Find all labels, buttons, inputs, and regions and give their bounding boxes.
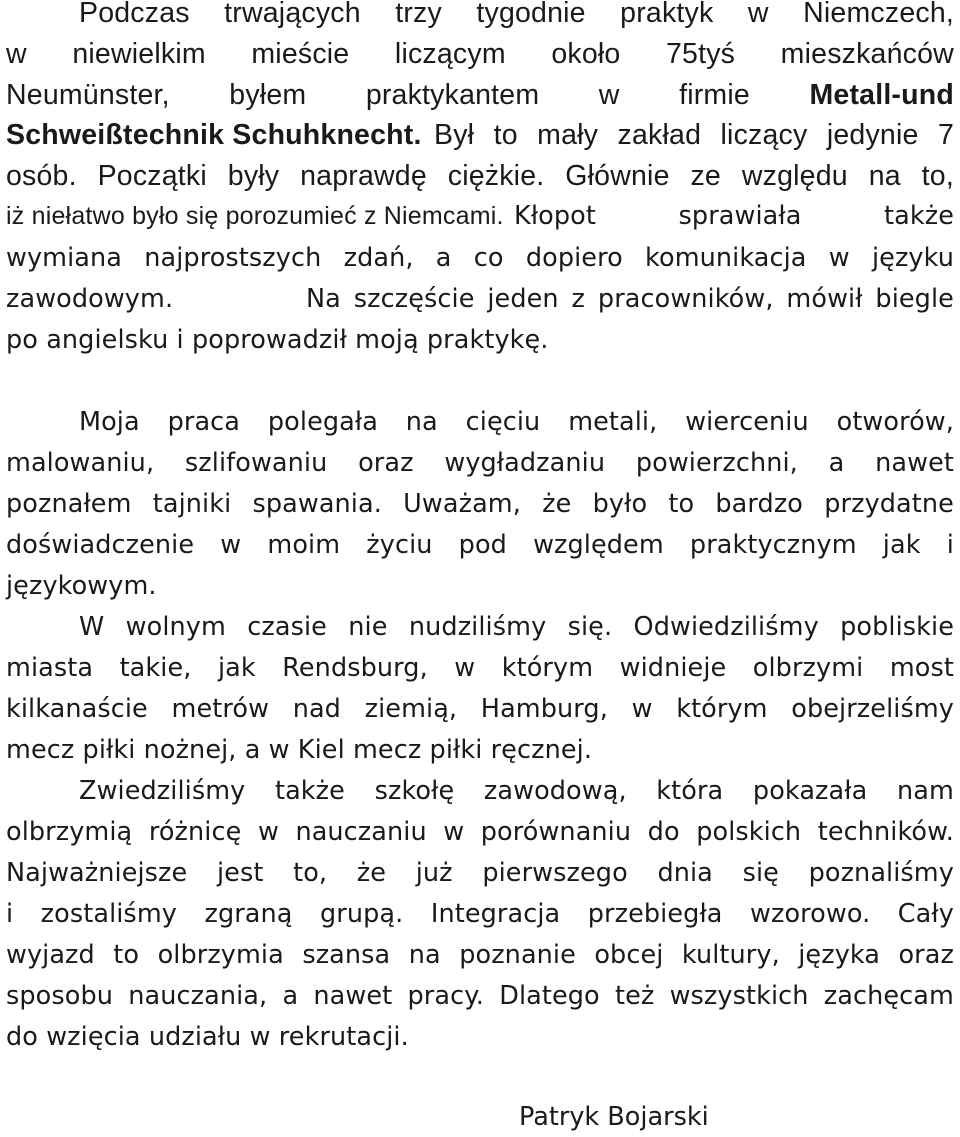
word: w	[220, 530, 242, 560]
word: Rendsburg,	[282, 653, 428, 683]
word: spawania.	[252, 489, 382, 519]
word: około	[551, 38, 621, 70]
word: Dlatego	[499, 981, 600, 1011]
word: obejrzeliśmy	[791, 694, 954, 724]
p1-line-1	[6, 0, 954, 30]
word: olbrzymią	[6, 817, 133, 847]
word: cięciu	[465, 407, 541, 437]
word: wygładzaniu	[444, 448, 606, 478]
p1-line-9: po angielsku i poprowadził moją praktykę.	[6, 325, 549, 355]
word: życiu	[366, 530, 433, 560]
word: Na	[306, 284, 341, 314]
word: nawet	[313, 981, 393, 1011]
word: poznałem	[6, 489, 132, 519]
word: nauczania,	[128, 981, 268, 1011]
word: szlifowaniu	[184, 448, 328, 478]
word: zakład	[617, 119, 702, 151]
word: którym	[676, 694, 768, 724]
word: na	[405, 407, 438, 437]
word: która	[656, 776, 724, 806]
word: Niemczech,	[803, 0, 954, 29]
p2-line-1	[6, 405, 954, 439]
word: w	[6, 38, 27, 70]
word: praktycznym	[689, 530, 857, 560]
p1-line-8a	[6, 282, 173, 316]
word: to	[493, 119, 518, 151]
word: pokazała	[752, 776, 868, 806]
word: w	[598, 79, 620, 111]
word: Zwiedziliśmy	[79, 776, 246, 806]
word: byłem	[229, 79, 307, 111]
word: dopiero	[525, 243, 623, 273]
word: najprostszych	[144, 243, 322, 273]
p4-line-2	[6, 815, 954, 849]
word: którym	[501, 653, 594, 683]
word: pierwszego	[482, 858, 628, 888]
p2-line-3	[6, 487, 954, 521]
word: Był	[434, 119, 475, 151]
word: w	[454, 653, 476, 683]
word: też	[614, 981, 655, 1011]
p1-line-4-rest	[434, 118, 954, 152]
word: a	[828, 448, 845, 478]
word: Początki	[97, 160, 207, 192]
word: co	[473, 243, 504, 273]
p4-line-3	[6, 856, 954, 890]
word: w	[443, 817, 465, 847]
word: naprawdę	[300, 160, 427, 192]
word: tygodnie	[476, 0, 586, 29]
word: przydatne	[824, 489, 954, 519]
word: nauczaniu	[295, 817, 427, 847]
p1-line-3	[6, 78, 954, 112]
word: jeden	[487, 284, 559, 314]
word: poznaliśmy	[808, 858, 954, 888]
word: szansa	[302, 940, 391, 970]
word: języku	[871, 243, 954, 273]
word: osób.	[6, 160, 77, 192]
word: jest	[217, 858, 264, 888]
word: biegle	[875, 284, 954, 314]
word: się.	[567, 612, 613, 642]
word: metali,	[568, 407, 658, 437]
p1-line-6a: iż niełatwo było się porozumieć z Niemcami.	[6, 202, 504, 230]
word: grupą.	[320, 899, 404, 929]
word: nawet	[875, 448, 954, 478]
word: obcej	[594, 940, 664, 970]
word: już	[415, 858, 453, 888]
word: względem	[533, 530, 664, 560]
word: Odwiedziliśmy	[633, 612, 819, 642]
word: tajniki	[152, 489, 232, 519]
word: praktykantem	[365, 79, 540, 111]
word: było	[592, 489, 648, 519]
word: ziemią,	[364, 694, 458, 724]
word: zostaliśmy	[40, 899, 177, 929]
word: komunikacja	[645, 243, 807, 273]
word: a	[282, 981, 299, 1011]
word: to	[113, 940, 140, 970]
p1-line-4	[6, 118, 954, 152]
word: pracowników,	[597, 284, 774, 314]
word: oraz	[898, 940, 954, 970]
word: techników.	[817, 817, 954, 847]
word: Uważam,	[403, 489, 521, 519]
word: 75tyś	[666, 38, 736, 70]
word: różnicę	[148, 817, 242, 847]
word: metrów	[171, 694, 270, 724]
word: to	[668, 489, 695, 519]
word: mówił	[786, 284, 863, 314]
word: względu	[741, 160, 848, 192]
p3-line-1	[6, 610, 954, 644]
word: że	[356, 858, 387, 888]
p4-line-4	[6, 897, 954, 931]
word: Neumünster,	[6, 79, 170, 111]
word: doświadczenie	[6, 530, 195, 560]
word: Integracja	[430, 899, 561, 929]
p3-line-2	[6, 651, 954, 685]
word: na	[408, 940, 441, 970]
word: wolnym	[125, 612, 226, 642]
word: że	[542, 489, 572, 519]
word: firmie	[679, 79, 750, 111]
p1-line-2	[6, 37, 954, 71]
word: Metall-und	[809, 79, 954, 111]
word: w	[257, 817, 279, 847]
word: czasie	[247, 612, 327, 642]
word: Moja	[79, 407, 140, 437]
word: w	[828, 243, 850, 273]
word: kultury,	[681, 940, 780, 970]
word: otworów,	[836, 407, 954, 437]
word: Najważniejsze	[6, 858, 188, 888]
word: także	[274, 776, 345, 806]
word: pod	[458, 530, 507, 560]
p1-line-8	[6, 282, 954, 316]
word: dnia	[657, 858, 713, 888]
word: nad	[292, 694, 341, 724]
word: sposobu	[6, 981, 114, 1011]
word: były	[227, 160, 280, 192]
word: polskich	[696, 817, 802, 847]
word: Cały	[897, 899, 954, 929]
p1-line-6	[6, 199, 954, 233]
signature: Patryk Bojarski	[519, 1102, 709, 1132]
word: mieszkańców	[780, 38, 954, 70]
p1-line-5	[6, 159, 954, 193]
word: takie,	[119, 653, 192, 683]
word: liczący	[720, 119, 808, 151]
word: nudziliśmy	[408, 612, 547, 642]
word: poznanie	[459, 940, 576, 970]
word: widnieje	[619, 653, 727, 683]
word: wyjazd	[6, 940, 95, 970]
word: także	[884, 201, 954, 231]
word: most	[889, 653, 954, 683]
word: moim	[267, 530, 341, 560]
word: niewielkim	[72, 38, 206, 70]
word: trzy	[395, 0, 442, 29]
word: w	[631, 694, 653, 724]
word: Głównie	[565, 160, 670, 192]
word: praca	[167, 407, 241, 437]
word: Podczas	[79, 0, 190, 29]
word: olbrzymi	[752, 653, 864, 683]
p2-line-4	[6, 528, 954, 562]
word: pracy.	[407, 981, 484, 1011]
word: przebiegła	[587, 899, 723, 929]
word: jedynie	[826, 119, 919, 151]
word: nie	[348, 612, 388, 642]
word: i	[946, 530, 954, 560]
word: miasta	[6, 653, 94, 683]
word: malowaniu,	[6, 448, 155, 478]
word: praktyk	[620, 0, 714, 29]
p1-line-8b	[306, 282, 954, 316]
company-name: Schweißtechnik Schuhknecht.	[6, 119, 422, 151]
word: w	[747, 0, 769, 29]
word: W	[79, 612, 105, 642]
word: olbrzymia	[157, 940, 284, 970]
word: kilkanaście	[6, 694, 148, 724]
p1-line-6b	[514, 199, 954, 233]
p4-line-7: do wzięcia udziału w rekrutacji.	[6, 1022, 409, 1052]
word: Hamburg,	[480, 694, 608, 724]
word: zdań,	[343, 243, 414, 273]
word: bardzo	[715, 489, 804, 519]
word: mały	[537, 119, 599, 151]
p1-line-7	[6, 241, 954, 275]
word: szczęście	[353, 284, 475, 314]
word: wierceniu	[685, 407, 809, 437]
p3-line-3	[6, 692, 954, 726]
word: zgraną	[204, 899, 293, 929]
word: na	[868, 160, 901, 192]
word: polegała	[267, 407, 378, 437]
word: Kłopot	[514, 201, 596, 231]
word: mieście	[251, 38, 350, 70]
word: zawodową,	[483, 776, 627, 806]
word: i	[6, 899, 14, 929]
word: zawodowym.	[6, 284, 174, 314]
word: zachęcam	[823, 981, 954, 1011]
word: nam	[896, 776, 954, 806]
word: wymiana	[6, 243, 122, 273]
word: pobliskie	[840, 612, 954, 642]
p3-line-4: mecz piłki nożnej, a w Kiel mecz piłki ręcznej.	[6, 735, 593, 765]
word: języka	[798, 940, 881, 970]
word: oraz	[358, 448, 414, 478]
word: to,	[921, 160, 954, 192]
p4-line-1	[6, 774, 954, 808]
word: powierzchni,	[635, 448, 798, 478]
word: to,	[293, 858, 328, 888]
word: się	[742, 858, 779, 888]
word: sprawiała	[678, 201, 802, 231]
word: jak	[217, 653, 256, 683]
p2-line-5: językowym.	[6, 571, 157, 601]
word: wzorowo.	[750, 899, 871, 929]
word: liczącym	[394, 38, 506, 70]
word: ze	[690, 160, 721, 192]
p4-line-6	[6, 979, 954, 1013]
word: szkołę	[374, 776, 455, 806]
word: 7	[937, 119, 954, 151]
word: porównaniu	[480, 817, 632, 847]
word: z	[571, 284, 586, 314]
word: trwających	[224, 0, 361, 29]
p2-line-2	[6, 446, 954, 480]
word: a	[435, 243, 452, 273]
word: wszystkich	[669, 981, 809, 1011]
word: jak	[882, 530, 921, 560]
word: ciężkie.	[447, 160, 545, 192]
word: do	[647, 817, 680, 847]
p4-line-5	[6, 938, 954, 972]
